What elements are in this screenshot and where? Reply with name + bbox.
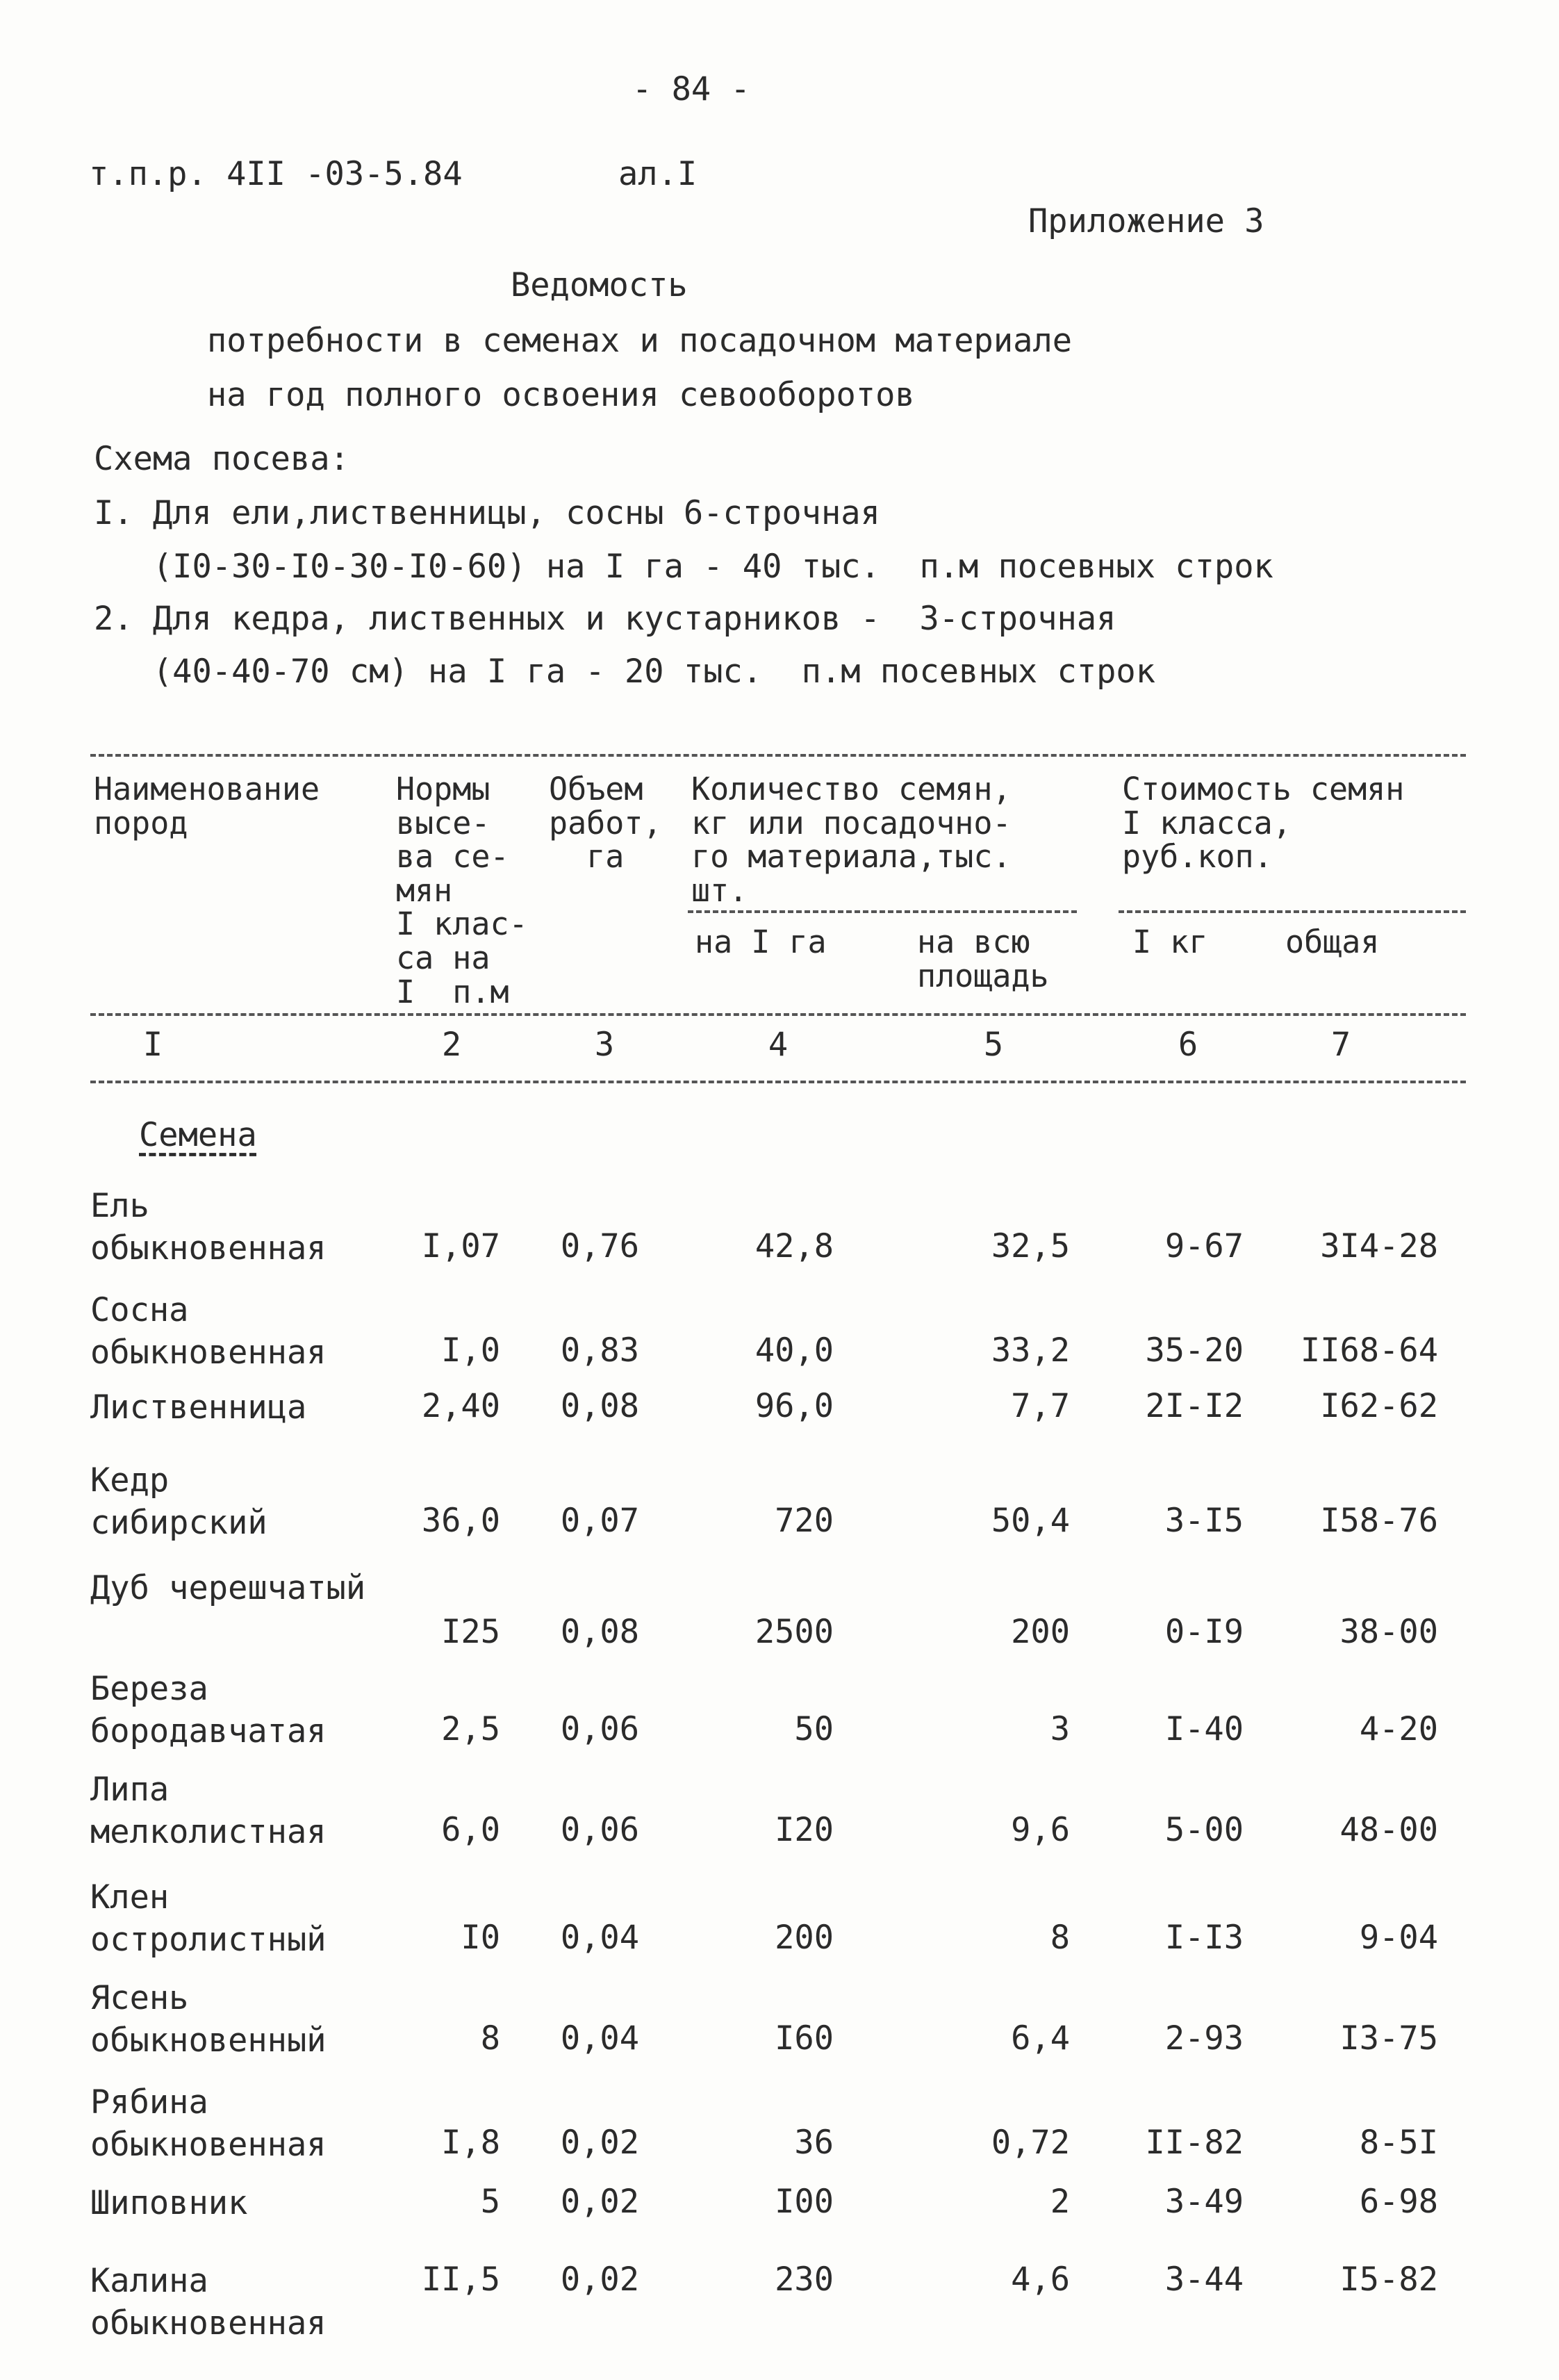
cell-species-name: Рябина обыкновенная xyxy=(90,2083,327,2165)
cell-total-area: 3 xyxy=(1050,1710,1070,1748)
cell-species-name: Лиственница xyxy=(90,1388,307,1427)
cell-work-area: 0,02 xyxy=(560,2260,639,2299)
cell-total-area: 7,7 xyxy=(1011,1387,1070,1425)
cell-species-name: Шиповник xyxy=(90,2184,248,2222)
cell-price-per-kg: I-I3 xyxy=(1164,1919,1244,1957)
cell-price-per-kg: I-40 xyxy=(1164,1710,1244,1748)
cell-species-name: Клен остролистный xyxy=(90,1878,327,1960)
cell-seeding-norm: 2,40 xyxy=(421,1387,500,1425)
cell-work-area: 0,07 xyxy=(560,1502,639,1540)
col-number-1: I xyxy=(142,1026,163,1064)
cell-species-name: Сосна обыкновенная xyxy=(90,1291,327,1372)
col-number-4: 4 xyxy=(768,1026,789,1064)
scheme-item-2: 2. Для кедра, лиственных и кустарников - 3-строчная xyxy=(94,600,1116,638)
cell-total-cost: 4-20 xyxy=(1359,1710,1438,1748)
cell-seeding-norm: 8 xyxy=(480,2019,500,2058)
cell-price-per-kg: 9-67 xyxy=(1164,1227,1244,1265)
cell-per-hectare: 2500 xyxy=(754,1613,834,1651)
cell-work-area: 0,04 xyxy=(560,1919,639,1957)
document-code: т.п.р. 4II -03-5.84 xyxy=(89,155,463,193)
page-number: - 84 - xyxy=(632,70,750,108)
scheme-item-1: I. Для ели,лиственницы, сосны 6-строчная xyxy=(94,494,880,532)
cell-price-per-kg: 3-I5 xyxy=(1164,1502,1244,1540)
cell-seeding-norm: I0 xyxy=(461,1919,500,1957)
cell-species-name: Ясень обыкновенный xyxy=(90,1979,327,2060)
header-quantity-group: Количество семян, кг или посадочно- го материала,тыс. шт. xyxy=(691,771,1012,909)
cell-seeding-norm: I,8 xyxy=(441,2124,500,2162)
cell-per-hectare: 200 xyxy=(775,1919,834,1957)
cell-total-area: 4,6 xyxy=(1011,2260,1070,2299)
table-top-rule xyxy=(90,754,1466,757)
cell-species-name: Калина обыкновенная xyxy=(90,2262,327,2343)
cell-species-name: Кедр сибирский xyxy=(90,1461,267,1543)
header-sub-rule-cost xyxy=(1119,910,1466,913)
cell-total-cost: 8-5I xyxy=(1359,2124,1438,2162)
cell-seeding-norm: I25 xyxy=(441,1613,500,1651)
sheet-label: ал.I xyxy=(618,155,698,193)
section-title: Семена xyxy=(139,1116,257,1154)
cell-species-name: Ель обыкновенная xyxy=(90,1187,327,1268)
cell-work-area: 0,04 xyxy=(560,2019,639,2058)
cell-total-cost: 38-00 xyxy=(1339,1613,1438,1651)
cell-seeding-norm: I,07 xyxy=(421,1227,500,1265)
cell-total-area: 6,4 xyxy=(1011,2019,1070,2058)
cell-price-per-kg: 3-49 xyxy=(1164,2183,1244,2221)
appendix-label: Приложение 3 xyxy=(1028,202,1264,240)
scheme-item-1-cont: (I0-30-I0-30-I0-60) на I га - 40 тыс. п.м посевных строк xyxy=(94,548,1273,586)
cell-work-area: 0,06 xyxy=(560,1811,639,1849)
cell-total-cost: 9-04 xyxy=(1359,1919,1438,1957)
cell-price-per-kg: 2I-I2 xyxy=(1145,1387,1244,1425)
subtitle-line-2: на год полного освоения севооборотов xyxy=(207,376,915,414)
cell-total-area: 200 xyxy=(1011,1613,1070,1651)
cell-work-area: 0,08 xyxy=(560,1613,639,1651)
header-sub-rule-qty xyxy=(688,910,1077,913)
cell-total-area: 33,2 xyxy=(991,1331,1070,1370)
cell-seeding-norm: II,5 xyxy=(421,2260,500,2299)
header-price-per-kg: I кг xyxy=(1132,924,1208,960)
header-total-area: на всю площадь xyxy=(917,924,1049,994)
cell-total-cost: I3-75 xyxy=(1339,2019,1438,2058)
cell-per-hectare: 50 xyxy=(794,1710,834,1748)
cell-work-area: 0,02 xyxy=(560,2183,639,2221)
cell-total-area: 9,6 xyxy=(1011,1811,1070,1849)
cell-work-area: 0,83 xyxy=(560,1331,639,1370)
cell-species-name: Липа мелколистная xyxy=(90,1771,327,1852)
cell-species-name: Дуб черешчатый xyxy=(90,1569,366,1607)
cell-total-area: 50,4 xyxy=(991,1502,1070,1540)
cell-total-area: 2 xyxy=(1050,2183,1070,2221)
cell-total-cost: 48-00 xyxy=(1339,1811,1438,1849)
cell-per-hectare: I20 xyxy=(775,1811,834,1849)
document-title: Ведомость xyxy=(511,266,688,304)
cell-price-per-kg: 3-44 xyxy=(1164,2260,1244,2299)
cell-price-per-kg: II-82 xyxy=(1145,2124,1244,2162)
header-total-cost: общая xyxy=(1285,924,1380,960)
cell-species-name: Береза бородавчатая xyxy=(90,1670,327,1751)
cell-seeding-norm: 2,5 xyxy=(441,1710,500,1748)
scheme-item-2-cont: (40-40-70 см) на I га - 20 тыс. п.м посевных строк xyxy=(94,653,1156,691)
cell-work-area: 0,08 xyxy=(560,1387,639,1425)
cell-price-per-kg: 5-00 xyxy=(1164,1811,1244,1849)
cell-seeding-norm: 5 xyxy=(480,2183,500,2221)
cell-total-cost: I58-76 xyxy=(1320,1502,1438,1540)
cell-per-hectare: 96,0 xyxy=(754,1387,834,1425)
cell-per-hectare: 230 xyxy=(775,2260,834,2299)
header-cost-group: Стоимость семян I класса, руб.коп. xyxy=(1122,771,1405,876)
cell-per-hectare: I60 xyxy=(775,2019,834,2058)
cell-total-area: 0,72 xyxy=(991,2124,1070,2162)
cell-price-per-kg: 2-93 xyxy=(1164,2019,1244,2058)
col-number-3: 3 xyxy=(594,1026,615,1064)
cell-seeding-norm: 36,0 xyxy=(421,1502,500,1540)
header-seeding-norm: Нормы высе- ва се- мян I клас- са на I п.м xyxy=(396,771,528,1010)
cell-per-hectare: 42,8 xyxy=(754,1227,834,1265)
col-number-2: 2 xyxy=(441,1026,462,1064)
scheme-label: Схема посева: xyxy=(94,440,349,478)
cell-per-hectare: 40,0 xyxy=(754,1331,834,1370)
cell-price-per-kg: 0-I9 xyxy=(1164,1613,1244,1651)
cell-seeding-norm: I,0 xyxy=(441,1331,500,1370)
col-number-6: 6 xyxy=(1178,1026,1198,1064)
cell-total-area: 8 xyxy=(1050,1919,1070,1957)
cell-total-area: 32,5 xyxy=(991,1227,1070,1265)
col-number-5: 5 xyxy=(983,1026,1004,1064)
header-bottom-rule xyxy=(90,1013,1466,1016)
cell-work-area: 0,76 xyxy=(560,1227,639,1265)
header-per-hectare: на I га xyxy=(695,924,827,960)
col-numbers-rule xyxy=(90,1081,1466,1083)
cell-per-hectare: I00 xyxy=(775,2183,834,2221)
subtitle-line-1: потребности в семенах и посадочном материале xyxy=(207,322,1073,360)
cell-work-area: 0,02 xyxy=(560,2124,639,2162)
cell-work-area: 0,06 xyxy=(560,1710,639,1748)
cell-per-hectare: 36 xyxy=(794,2124,834,2162)
cell-total-cost: 3I4-28 xyxy=(1320,1227,1438,1265)
cell-total-cost: II68-64 xyxy=(1300,1331,1438,1370)
header-work-volume: Объем работ, га xyxy=(549,771,662,876)
header-species: Наименование пород xyxy=(94,771,320,842)
cell-total-cost: I5-82 xyxy=(1339,2260,1438,2299)
cell-seeding-norm: 6,0 xyxy=(441,1811,500,1849)
cell-total-cost: I62-62 xyxy=(1320,1387,1438,1425)
cell-price-per-kg: 35-20 xyxy=(1145,1331,1244,1370)
col-number-7: 7 xyxy=(1330,1026,1351,1064)
cell-total-cost: 6-98 xyxy=(1359,2183,1438,2221)
cell-per-hectare: 720 xyxy=(775,1502,834,1540)
